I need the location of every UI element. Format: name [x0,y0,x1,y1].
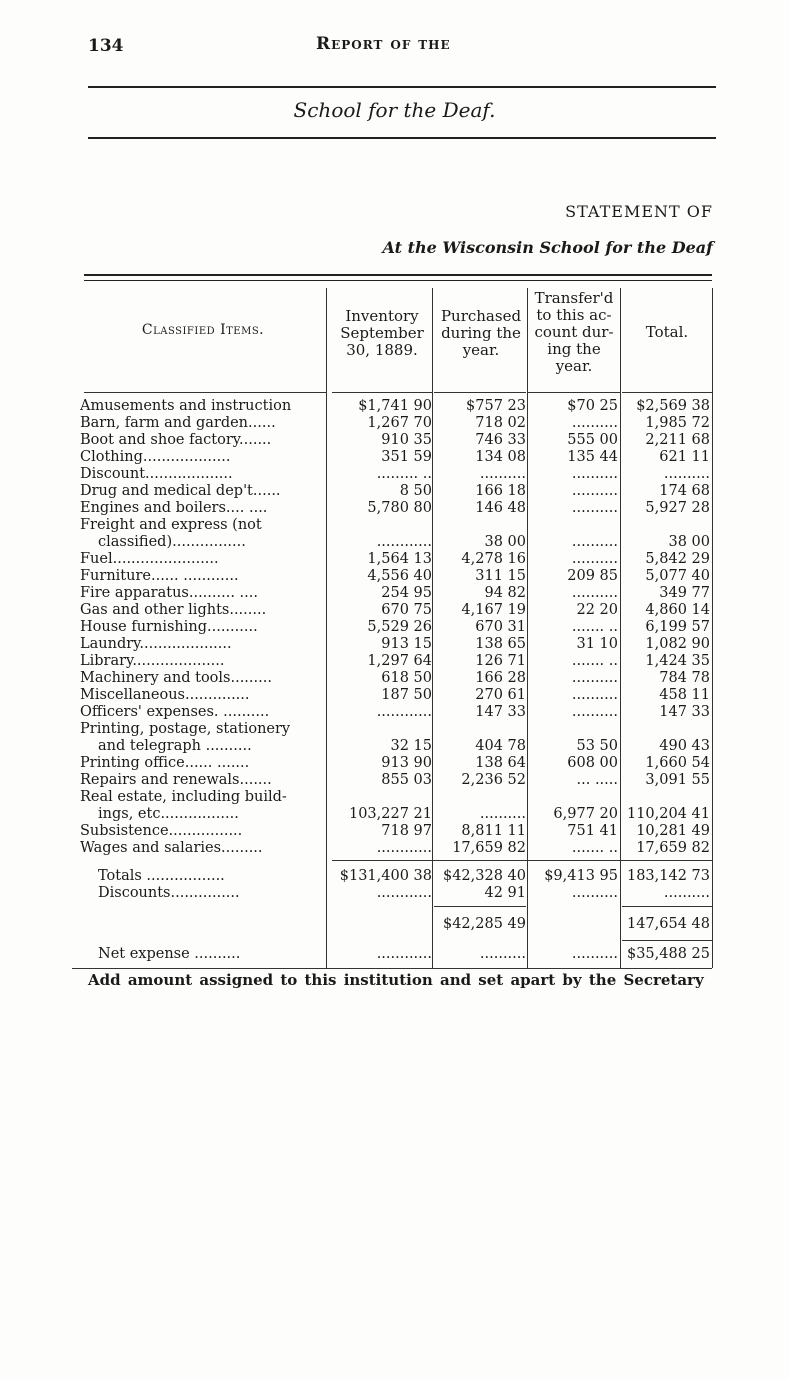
inventory-cell: 910 35 [381,432,432,448]
total-cell: 183,142 73 [626,868,710,884]
transferred-cell: .......... [571,534,618,550]
purchased-cell: 311 15 [475,568,526,584]
row-label: Discounts............... [98,885,240,901]
header-rule [622,392,712,393]
footer-continuation: Add amount assigned to this institution and set apart by the Secretary [88,971,704,989]
inventory-cell: 1,267 70 [367,415,432,431]
transferred-cell: 31 10 [576,636,618,652]
row-label: Barn, farm and garden...... [80,415,276,431]
row-label: Subsistence................ [80,823,243,839]
header-line: ing the [547,340,601,358]
section-subtitle: School for the Deaf. [293,98,496,122]
header-transferred [528,290,620,375]
purchased-cell: 42 91 [484,885,526,901]
purchased-cell: 146 48 [475,500,526,516]
header-inventory [332,308,432,359]
purchased-cell: 718 02 [475,415,526,431]
row-label: Wages and salaries......... [80,840,263,856]
purchased-cell: 746 33 [475,432,526,448]
purchased-cell: 138 65 [475,636,526,652]
purchased-cell: 138 64 [475,755,526,771]
header-line: Inventory [345,307,419,325]
total-cell: 1,660 54 [645,755,710,771]
total-cell: $35,488 25 [626,946,710,962]
transferred-cell: .......... [571,415,618,431]
table-row [80,653,714,670]
purchased-cell: 670 31 [475,619,526,635]
transferred-cell: .......... [571,946,618,962]
institution-line: At the Wisconsin School for the Deaf [382,238,713,257]
purchased-cell: .......... [479,946,526,962]
row-label: Furniture...... ............ [80,568,239,584]
transferred-cell: ....... .. [571,840,618,856]
transferred-cell: $9,413 95 [544,868,618,884]
purchased-cell: 270 61 [475,687,526,703]
inventory-cell: 187 50 [381,687,432,703]
total-cell: 147 33 [659,704,710,720]
transferred-cell: $70 25 [567,398,618,414]
inventory-cell: $131,400 38 [339,868,432,884]
row-label: Miscellaneous.............. [80,687,250,703]
subtitle-rule [88,137,716,139]
purchased-cell: $757 23 [466,398,526,414]
row-label: Repairs and renewals....... [80,772,272,788]
total-cell: 3,091 55 [645,772,710,788]
transferred-cell: 22 20 [576,602,618,618]
purchased-cell: $42,328 40 [442,868,526,884]
row-label: Discount................... [80,466,233,482]
inventory-cell: 5,780 80 [367,500,432,516]
inventory-cell: 8 50 [399,483,432,499]
total-cell: 10,281 49 [636,823,710,839]
transferred-cell: .......... [571,500,618,516]
transferred-cell: 6,977 20 [553,806,618,822]
purchased-cell: 2,236 52 [461,772,526,788]
table-row [80,772,714,789]
inventory-cell: ............ [376,704,432,720]
table-row [80,500,714,517]
total-cell: 784 78 [659,670,710,686]
table-row [80,806,714,823]
transferred-cell: 209 85 [567,568,618,584]
inventory-cell: ............ [376,840,432,856]
inventory-cell: 103,227 21 [348,806,432,822]
total-cell: .......... [663,885,710,901]
header-line: Transfer'd [534,289,614,307]
purchased-cell: $42,285 49 [442,916,526,932]
transferred-cell: ....... .. [571,619,618,635]
header-line: Purchased [440,307,522,325]
total-cell: 5,927 28 [645,500,710,516]
table-top-rule-thin [84,280,712,281]
row-label: House furnishing........... [80,619,258,635]
row-label: Printing office...... ....... [80,755,250,771]
row-label: Machinery and tools......... [80,670,272,686]
row-label: ings, etc................. [98,806,239,822]
row-label: Engines and boilers.... .... [80,500,268,516]
total-cell: 4,860 14 [645,602,710,618]
row-label: Drug and medical dep't...... [80,483,281,499]
table-row [80,687,714,704]
row-label: Officers' expenses. .......... [80,704,270,720]
purchased-cell: 147 33 [475,704,526,720]
running-head: Report of the [316,34,451,54]
table-row [80,755,714,772]
inventory-cell: $1,741 90 [358,398,432,414]
inventory-cell: 4,556 40 [367,568,432,584]
table-row [80,534,714,551]
purchased-cell: 126 71 [475,653,526,669]
table-row [80,551,714,568]
total-cell: 1,424 35 [645,653,710,669]
transferred-cell: 135 44 [567,449,618,465]
totals-row [80,868,714,885]
purchased-cell: 8,811 11 [461,823,526,839]
table-row [80,602,714,619]
total-cell: .......... [663,466,710,482]
inventory-cell: 855 03 [381,772,432,788]
inventory-cell: ............ [376,885,432,901]
total-cell: 2,211 68 [645,432,710,448]
totals-row [80,916,714,933]
header-rule [528,392,620,393]
inventory-cell: ............ [376,946,432,962]
purchased-cell: 4,167 19 [461,602,526,618]
total-cell: 1,082 90 [645,636,710,652]
table-row [80,823,714,840]
header-line: Total. [645,323,689,341]
header-line: during the [441,324,521,342]
transferred-cell: .......... [571,585,618,601]
purchased-cell: 134 08 [475,449,526,465]
table-row [80,432,714,449]
table-row [80,840,714,857]
table-row [80,449,714,466]
purchased-cell: .......... [479,466,526,482]
total-cell: 1,985 72 [645,415,710,431]
transferred-cell: 751 41 [567,823,618,839]
header-line: year. [555,357,593,375]
inventory-cell: 254 95 [381,585,432,601]
row-label: Fuel....................... [80,551,219,567]
row-label: Gas and other lights........ [80,602,267,618]
transferred-cell: 608 00 [567,755,618,771]
row-label: Laundry.................... [80,636,232,652]
purchased-cell: 38 00 [484,534,526,550]
transferred-cell: ....... .. [571,653,618,669]
inventory-cell: ......... .. [376,466,432,482]
purchased-cell: 166 28 [475,670,526,686]
transferred-cell: .......... [571,687,618,703]
table-row [80,789,714,806]
inventory-cell: 5,529 26 [367,619,432,635]
header-total [622,324,712,341]
transferred-cell: 53 50 [576,738,618,754]
row-label: Amusements and instruction [80,398,292,414]
header-classified-items: Classified Items. [141,322,265,338]
total-cell: 349 77 [659,585,710,601]
purchased-cell: 17,659 82 [452,840,526,856]
transferred-cell: ... ..... [576,772,618,788]
table-row [80,636,714,653]
statement-heading: STATEMENT OF [565,202,713,221]
table-row [80,483,714,500]
header-purchased [434,308,528,359]
row-label: Freight and express (not [80,517,262,533]
inventory-cell: 351 59 [381,449,432,465]
subtotal-rule [622,906,712,907]
row-label: Fire apparatus.......... .... [80,585,258,601]
page-number: 134 [88,36,124,56]
table-row [80,704,714,721]
transferred-cell: .......... [571,466,618,482]
table-row [80,585,714,602]
header-rule [434,392,526,393]
row-label: Clothing................... [80,449,231,465]
total-cell: 174 68 [659,483,710,499]
inventory-cell: 913 90 [381,755,432,771]
header-line: year. [462,341,500,359]
total-cell: 110,204 41 [626,806,710,822]
header-rule [84,392,326,393]
total-cell: 17,659 82 [636,840,710,856]
transferred-cell: .......... [571,551,618,567]
row-label: Real estate, including build- [80,789,287,805]
total-cell: 458 11 [659,687,710,703]
total-cell: 5,077 40 [645,568,710,584]
purchased-cell: 94 82 [484,585,526,601]
table-bottom-rule [72,968,712,969]
purchased-cell: 404 78 [475,738,526,754]
top-rule [88,86,716,88]
inventory-cell: 32 15 [390,738,432,754]
table-row [80,738,714,755]
row-label: Printing, postage, stationery [80,721,291,737]
expense-table [80,270,714,970]
subtotal-rule [434,906,526,907]
row-label: Library.................... [80,653,225,669]
row-label: Totals ................. [98,868,225,884]
table-row [80,619,714,636]
total-cell: 490 43 [659,738,710,754]
total-cell: 5,842 29 [645,551,710,567]
table-row [80,398,714,415]
table-row [80,568,714,585]
row-label: and telegraph .......... [98,738,252,754]
inventory-cell: 1,564 13 [367,551,432,567]
header-rule [332,392,432,393]
transferred-cell: .......... [571,670,618,686]
header-line: 30, 1889. [346,341,418,359]
total-cell: 621 11 [659,449,710,465]
row-label: classified)................ [98,534,246,550]
header-line: September [340,324,424,342]
table-top-rule [84,274,712,276]
transferred-cell: .......... [571,885,618,901]
totals-row [80,885,714,902]
inventory-cell: 618 50 [381,670,432,686]
table-row [80,517,714,534]
total-cell: $2,569 38 [636,398,710,414]
table-row [80,466,714,483]
table-row [80,721,714,738]
purchased-cell: .......... [479,806,526,822]
transferred-cell: 555 00 [567,432,618,448]
total-cell: 38 00 [668,534,710,550]
total-cell: 6,199 57 [645,619,710,635]
transferred-cell: .......... [571,483,618,499]
table-row [80,415,714,432]
purchased-cell: 4,278 16 [461,551,526,567]
inventory-cell: ............ [376,534,432,550]
row-label: Boot and shoe factory....... [80,432,272,448]
header-line: count dur- [534,323,614,341]
inventory-cell: 670 75 [381,602,432,618]
table-row [80,670,714,687]
totals-row [80,946,714,963]
totals-rule [332,860,712,861]
net-rule [622,940,712,941]
inventory-cell: 718 97 [381,823,432,839]
inventory-cell: 913 15 [381,636,432,652]
purchased-cell: 166 18 [475,483,526,499]
total-cell: 147,654 48 [626,916,710,932]
header-line: to this ac- [536,306,612,324]
row-label: Net expense .......... [98,946,241,962]
inventory-cell: 1,297 64 [367,653,432,669]
transferred-cell: .......... [571,704,618,720]
